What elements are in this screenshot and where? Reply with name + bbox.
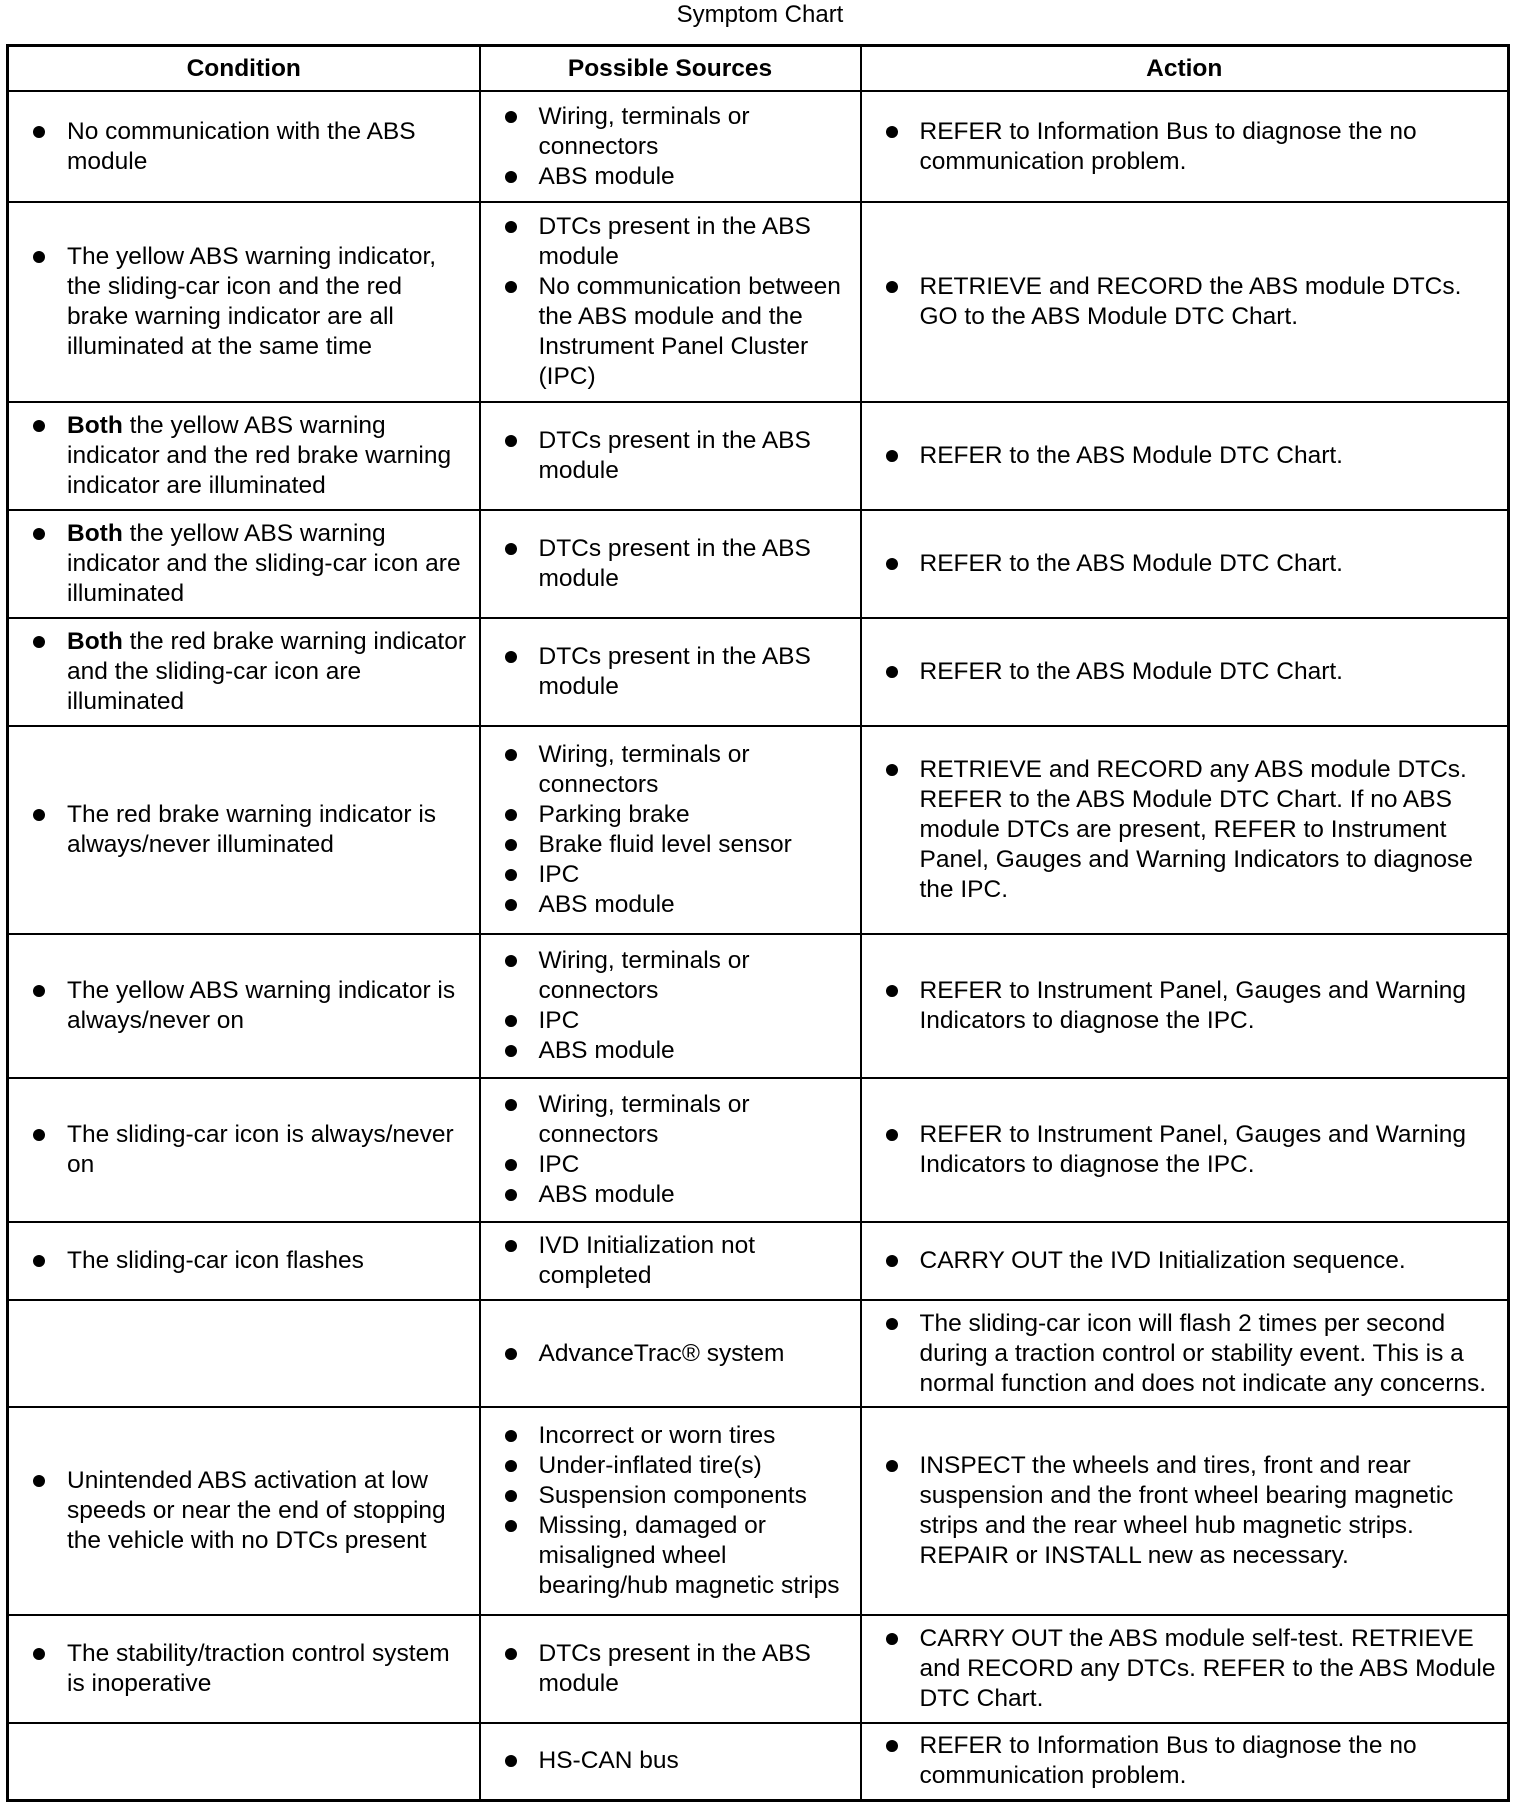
source-item: HS-CAN bus [501, 1746, 850, 1776]
action-cell [861, 91, 1509, 202]
source-item: AdvanceTrac® system [501, 1339, 850, 1369]
source-item: Suspension components [501, 1481, 850, 1511]
condition-text: The sliding-car icon flashes [67, 1247, 364, 1274]
condition-text: the red brake warning indicator and the sliding-car icon are illuminated [67, 628, 466, 715]
condition-text: The yellow ABS warning indicator, the sliding-car icon and the red brake warning indicator are all illuminated at the same time [67, 243, 437, 360]
action-item: RETRIEVE and RECORD the ABS module DTCs. GO to the ABS Module DTC Chart. [882, 272, 1498, 332]
action-item: REFER to the ABS Module DTC Chart. [882, 657, 1498, 687]
source-item: Wiring, terminals or connectors [501, 946, 850, 1006]
possible-sources-cell [480, 202, 861, 402]
condition-item [29, 976, 469, 1036]
condition-item [29, 519, 469, 609]
condition-cell [8, 1300, 480, 1407]
action-cell [861, 1723, 1509, 1800]
action-item: REFER to Information Bus to diagnose the no communication problem. [882, 117, 1498, 177]
action-item: RETRIEVE and RECORD any ABS module DTCs. REFER to the ABS Module DTC Chart. If no ABS module DTCs are present, REFER to Instrument Panel, Gauges and Warning Indicators to diagnose the IPC. [882, 755, 1498, 905]
condition-emphasis: Both [67, 628, 123, 655]
action-cell [861, 934, 1509, 1078]
chart-caption: Symptom Chart [676, 1, 844, 28]
table-row [8, 1300, 1509, 1407]
table-row [8, 726, 1509, 934]
condition-item [29, 117, 469, 177]
source-item: DTCs present in the ABS module [501, 534, 850, 594]
action-item: The sliding-car icon will flash 2 times per second during a traction control or stability event. This is a normal function and does not indicate any concerns. [882, 1309, 1498, 1399]
action-cell [861, 402, 1509, 510]
action-cell [861, 1222, 1509, 1300]
condition-cell [8, 91, 480, 202]
action-item: REFER to Information Bus to diagnose the no communication problem. [882, 1731, 1498, 1791]
possible-sources-cell [480, 934, 861, 1078]
condition-item [29, 411, 469, 501]
condition-cell [8, 1222, 480, 1300]
condition-item [29, 1120, 469, 1180]
condition-text: The red brake warning indicator is always/never illuminated [67, 801, 437, 858]
symptom-chart-table [6, 44, 1510, 1802]
header-row [8, 46, 1509, 92]
condition-cell [8, 726, 480, 934]
condition-text: No communication with the ABS module [67, 117, 416, 175]
condition-emphasis: Both [67, 412, 123, 439]
possible-sources-cell [480, 91, 861, 202]
source-item: No communication between the ABS module and the Instrument Panel Cluster (IPC) [501, 272, 850, 392]
source-item: ABS module [501, 890, 850, 920]
condition-text: The yellow ABS warning indicator is always/never on [67, 977, 456, 1034]
condition-text: The stability/traction control system is inoperative [67, 1640, 450, 1697]
table-row [8, 510, 1509, 618]
table-row [8, 402, 1509, 510]
source-item: Incorrect or worn tires [501, 1421, 850, 1451]
table-row [8, 202, 1509, 402]
action-item: INSPECT the wheels and tires, front and rear suspension and the front wheel bearing magnetic strips and the rear wheel hub magnetic strips. REPAIR or INSTALL new as necessary. [882, 1451, 1498, 1571]
source-item: Under-inflated tire(s) [501, 1451, 850, 1481]
action-item: CARRY OUT the IVD Initialization sequence. [882, 1246, 1498, 1276]
source-item: ABS module [501, 1180, 850, 1210]
table-row [8, 1407, 1509, 1615]
condition-cell [8, 1615, 480, 1723]
condition-emphasis: Both [67, 520, 123, 547]
table-row [8, 1078, 1509, 1222]
possible-sources-cell [480, 1407, 861, 1615]
possible-sources-cell [480, 1300, 861, 1407]
header-condition: Condition [8, 46, 480, 92]
condition-cell [8, 1078, 480, 1222]
table-row [8, 618, 1509, 726]
condition-cell [8, 202, 480, 402]
possible-sources-cell [480, 510, 861, 618]
action-cell [861, 1407, 1509, 1615]
source-item: DTCs present in the ABS module [501, 1639, 850, 1699]
source-item: ABS module [501, 162, 850, 192]
possible-sources-cell [480, 402, 861, 510]
condition-cell [8, 510, 480, 618]
possible-sources-cell [480, 1723, 861, 1800]
source-item: Brake fluid level sensor [501, 830, 850, 860]
possible-sources-cell [480, 1222, 861, 1300]
condition-text: The sliding-car icon is always/never on [67, 1121, 454, 1178]
source-item: Wiring, terminals or connectors [501, 1090, 850, 1150]
header-possible-sources: Possible Sources [480, 46, 861, 92]
condition-cell [8, 1407, 480, 1615]
source-item: DTCs present in the ABS module [501, 212, 850, 272]
source-item: IPC [501, 1006, 850, 1036]
source-item: Parking brake [501, 800, 850, 830]
source-item: DTCs present in the ABS module [501, 642, 850, 702]
action-item: REFER to the ABS Module DTC Chart. [882, 441, 1498, 471]
header-action: Action [861, 46, 1509, 92]
action-cell [861, 510, 1509, 618]
possible-sources-cell [480, 1615, 861, 1723]
source-item: Missing, damaged or misaligned wheel bearing/hub magnetic strips [501, 1511, 850, 1601]
condition-item [29, 1639, 469, 1699]
condition-item [29, 1466, 469, 1556]
condition-item [29, 627, 469, 717]
action-item: CARRY OUT the ABS module self-test. RETRIEVE and RECORD any DTCs. REFER to the ABS Module DTC Chart. [882, 1624, 1498, 1714]
condition-cell [8, 934, 480, 1078]
action-cell [861, 1300, 1509, 1407]
source-item: IPC [501, 1150, 850, 1180]
action-cell [861, 618, 1509, 726]
action-cell [861, 1615, 1509, 1723]
condition-cell [8, 618, 480, 726]
table-body [8, 91, 1509, 1800]
condition-item [29, 800, 469, 860]
condition-item [29, 242, 469, 362]
action-item: REFER to Instrument Panel, Gauges and Warning Indicators to diagnose the IPC. [882, 1120, 1498, 1180]
source-item: IVD Initialization not completed [501, 1231, 850, 1291]
table-row [8, 1723, 1509, 1800]
condition-text: the yellow ABS warning indicator and the red brake warning indicator are illuminated [67, 412, 452, 499]
condition-text: Unintended ABS activation at low speeds or near the end of stopping the vehicle with no DTCs present [67, 1467, 446, 1554]
possible-sources-cell [480, 726, 861, 934]
action-cell [861, 202, 1509, 402]
action-item: REFER to the ABS Module DTC Chart. [882, 549, 1498, 579]
possible-sources-cell [480, 1078, 861, 1222]
condition-cell [8, 1723, 480, 1800]
condition-cell [8, 402, 480, 510]
source-item: Wiring, terminals or connectors [501, 740, 850, 800]
action-item: REFER to Instrument Panel, Gauges and Warning Indicators to diagnose the IPC. [882, 976, 1498, 1036]
condition-item [29, 1246, 469, 1276]
possible-sources-cell [480, 618, 861, 726]
source-item: DTCs present in the ABS module [501, 426, 850, 486]
source-item: IPC [501, 860, 850, 890]
table-row [8, 934, 1509, 1078]
source-item: Wiring, terminals or connectors [501, 102, 850, 162]
condition-text: the yellow ABS warning indicator and the sliding-car icon are illuminated [67, 520, 461, 607]
table-row [8, 1615, 1509, 1723]
source-item: ABS module [501, 1036, 850, 1066]
table-row [8, 1222, 1509, 1300]
action-cell [861, 1078, 1509, 1222]
table-row [8, 91, 1509, 202]
action-cell [861, 726, 1509, 934]
